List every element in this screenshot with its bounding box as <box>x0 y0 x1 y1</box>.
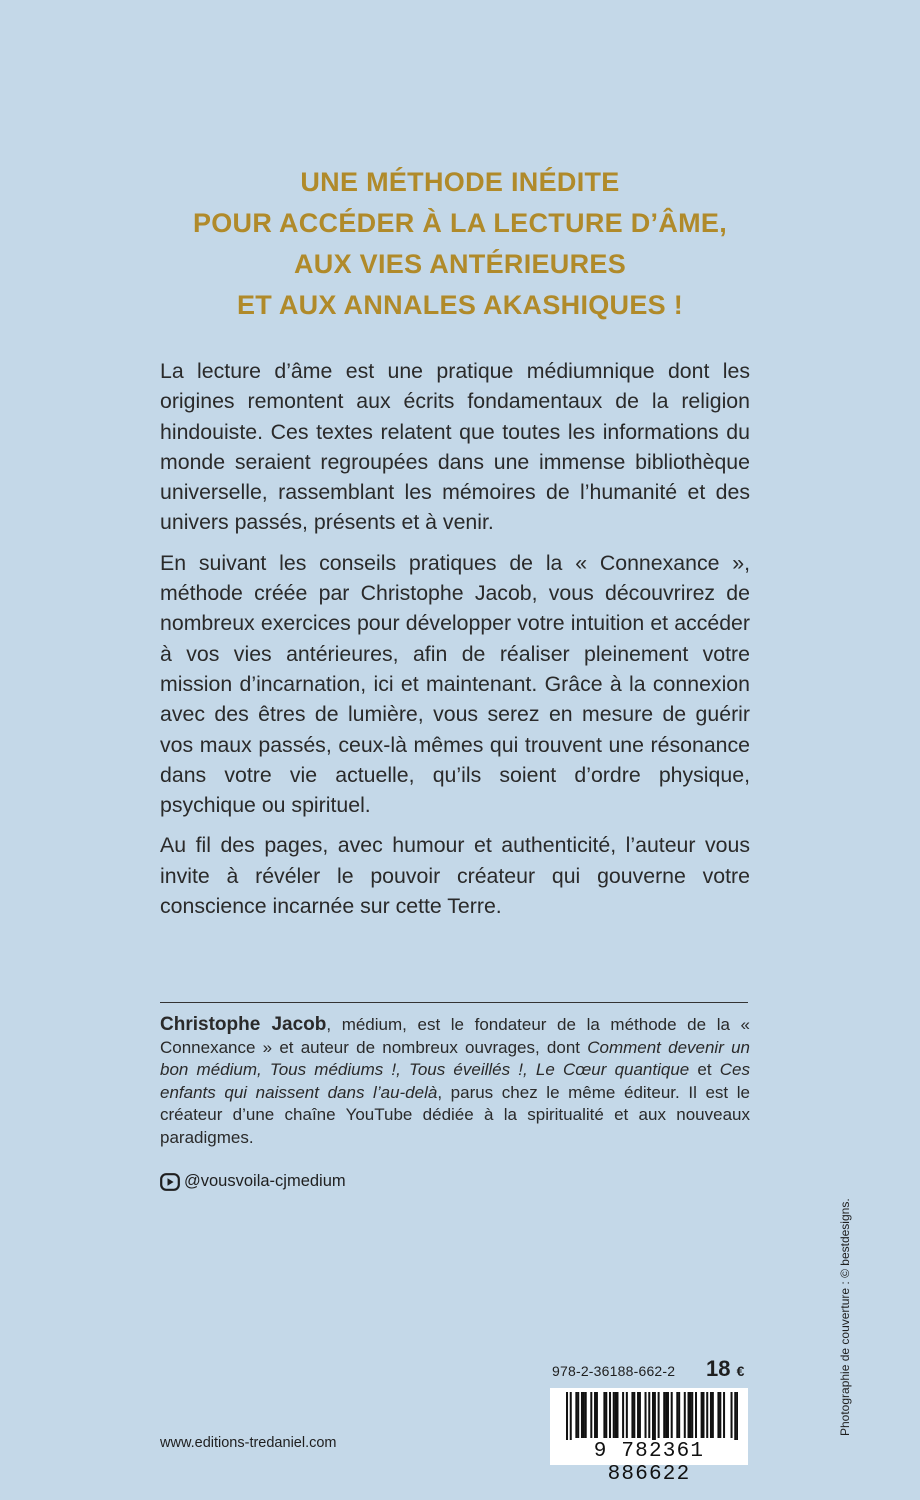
headline-line-3: AUX VIES ANTÉRIEURES <box>293 249 627 279</box>
bio-books-1: Comment devenir un bon médium, Tous médiums !, Tous éveillés !, Le Cœur quantique <box>160 1037 750 1079</box>
barcode-bar <box>631 1392 633 1438</box>
headline-line-4: ET AUX ANNALES AKASHIQUES ! <box>236 290 684 320</box>
barcode-bar <box>605 1392 607 1438</box>
barcode-bar <box>637 1392 639 1438</box>
barcode-digits: 9 782361 886622 <box>550 1440 748 1464</box>
barcode-bar <box>626 1392 628 1438</box>
barcode-bar <box>652 1392 654 1442</box>
barcode-bar <box>665 1392 667 1438</box>
barcode-bar <box>570 1392 572 1442</box>
barcode-bar <box>695 1392 697 1438</box>
barcode-bar <box>581 1392 583 1438</box>
barcode-bar <box>583 1392 585 1438</box>
barcode-bar <box>684 1392 686 1438</box>
barcode-bar <box>645 1392 647 1438</box>
barcode-bar <box>710 1392 712 1438</box>
barcode-bar <box>654 1392 656 1442</box>
author-name: Christophe Jacob <box>160 1014 327 1035</box>
youtube-link[interactable] <box>160 1172 346 1191</box>
barcode-bar <box>577 1392 579 1438</box>
barcode-bar <box>615 1392 617 1438</box>
barcode-bar <box>701 1392 703 1438</box>
barcode-bar <box>676 1392 678 1438</box>
blurb-paragraph-1: La lecture d’âme est une pratique médiumnique dont les origines remontent aux écrits fondamentaux de la religion hindouiste. Ces textes relatent que toutes les informations du monde seraient regroupées dans une immense bibliothèque universelle, rassemblant les mémoires de l’humanité et des univers passés, présents et à venir. <box>160 359 750 535</box>
barcode <box>550 1388 748 1486</box>
barcode-bar <box>613 1392 615 1438</box>
barcode-bar <box>712 1392 714 1438</box>
photo-credit: Photographie de couverture : © bestdesigns. <box>838 1198 852 1436</box>
barcode-bar <box>622 1392 624 1438</box>
bio-text-1: , médium, est le fondateur de la méthode de la « Connexance » et auteur de nombreux ouvrages, dont <box>160 1015 750 1057</box>
barcode-bar <box>671 1392 673 1438</box>
bio-books-2: Ces enfants qui naissent dans l’au-delà <box>160 1060 751 1102</box>
barcode-bar <box>590 1392 592 1438</box>
blurb-paragraph-3: Au fil des pages, avec humour et authenticité, l’auteur vous invite à révéler le pouvoir créateur qui gouverne votre conscience incarnée sur cette Terre. <box>160 833 750 919</box>
barcode-bar <box>734 1392 736 1442</box>
blurb-paragraph-2: En suivant les conseils pratiques de la « Connexance », méthode créée par Christophe Jacob, vous découvrirez de nombreux exercices pour développer votre intuition et accéder à vos vies antérieures, afin de réaliser pleinement votre mission d’incarnation, ici et maintenant. Grâce à la connexion avec des êtres de lumière, vous serez en mesure de guérir vos maux passés, ceux-là mêmes qui trouvent une résonance dans votre vie actuelle, qu’ils soient d’ordre physique, psychique ou spirituel. <box>160 550 750 818</box>
barcode-bar <box>616 1392 618 1438</box>
bio-text-2: et <box>689 1060 720 1079</box>
barcode-bar <box>596 1392 598 1438</box>
barcode-bars <box>566 1392 738 1442</box>
barcode-bar <box>663 1392 665 1438</box>
price-amount: 18 <box>706 1356 731 1381</box>
barcode-bar <box>678 1392 680 1438</box>
barcode-bar <box>566 1392 568 1442</box>
youtube-handle: @vousvoila-cjmedium <box>184 1172 346 1190</box>
youtube-icon <box>160 1173 180 1191</box>
barcode-bar <box>648 1392 650 1438</box>
headline <box>0 162 920 326</box>
author-bio <box>160 1014 750 1149</box>
barcode-bar <box>658 1392 660 1438</box>
price-currency: € <box>736 1363 745 1379</box>
author-bio-paragraph <box>160 1014 750 1149</box>
barcode-bar <box>603 1392 605 1438</box>
barcode-bar <box>691 1392 693 1438</box>
barcode-bar <box>731 1392 733 1438</box>
barcode-bar <box>585 1392 587 1438</box>
barcode-bar <box>689 1392 691 1438</box>
headline-line-1: UNE MÉTHODE INÉDITE <box>300 167 620 197</box>
barcode-bar <box>702 1392 704 1438</box>
bio-text-3: , parus chez le même éditeur. Il est le créateur d’une chaîne YouTube dédiée à la spiritualité et aux nouveaux paradigmes. <box>160 1082 750 1147</box>
barcode-bar <box>719 1392 721 1438</box>
isbn: 978-2-36188-662-2 <box>552 1363 676 1379</box>
barcode-bar <box>736 1392 738 1442</box>
barcode-bar <box>667 1392 669 1438</box>
barcode-bar <box>688 1392 690 1438</box>
barcode-bar <box>723 1392 725 1438</box>
barcode-bar <box>633 1392 635 1438</box>
publisher-website[interactable]: www.editions-tredaniel.com <box>160 1435 337 1451</box>
divider <box>160 1002 748 1003</box>
barcode-bar <box>639 1392 641 1438</box>
barcode-bar <box>706 1392 708 1438</box>
price <box>706 1356 744 1382</box>
barcode-bar <box>609 1392 611 1438</box>
barcode-bar <box>575 1392 577 1438</box>
headline-line-2: POUR ACCÉDER À LA LECTURE D’ÂME, <box>192 208 728 238</box>
barcode-bar <box>594 1392 596 1438</box>
blurb <box>160 356 750 931</box>
barcode-bar <box>717 1392 719 1438</box>
